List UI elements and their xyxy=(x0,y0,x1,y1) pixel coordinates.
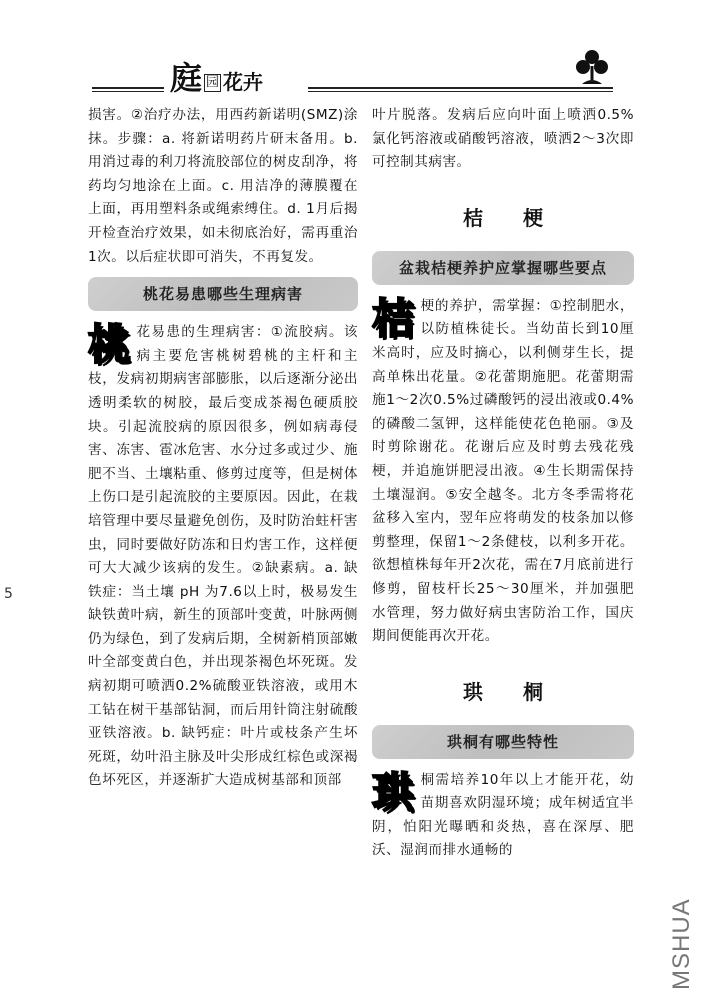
title-big-char: 庭 xyxy=(170,59,203,97)
intro-paragraph: 损害。②治疗办法，用西药新诺明(SMZ)涂抹。步骤：a. 将新诺明药片研末备用。b. 用消过毒的利刀将流胶部位的树皮刮净，将药均匀地涂在上面。c. 用洁净的薄膜覆在上面，再用塑料条或绳索缚住。d. 1月后揭开检查治疗效果，如未彻底治好，需再重治1次。以后症状即可消失，不再复发。 xyxy=(88,107,358,265)
section-heading-balloonflower: 盆栽桔梗养护应掌握哪些要点 xyxy=(372,251,634,285)
title-rest: 花卉 xyxy=(223,70,264,94)
page-header xyxy=(90,60,630,100)
header-rule-left xyxy=(92,87,164,92)
clover-icon xyxy=(574,48,610,88)
category-title-dovetree: 珙桐 xyxy=(463,679,583,704)
right-column xyxy=(372,104,634,863)
article-body: 桐需培养10年以上才能开花，幼苗期喜欢阴湿环境；成年树适宜半阴，怕阳光曝晒和炎热，喜在深厚、肥沃、湿润而排水通畅的 xyxy=(372,771,634,859)
article-balloonflower xyxy=(372,295,634,649)
watermark: MSHUA xyxy=(668,898,695,990)
page-number: 5 xyxy=(4,586,13,602)
dropcap: 珙 xyxy=(372,767,415,817)
article-dovetree xyxy=(372,769,634,863)
title-boxed-char: 园 xyxy=(206,75,220,90)
column-title xyxy=(170,59,264,97)
article-peach xyxy=(88,321,358,793)
section-heading-dovetree: 珙桐有哪些特性 xyxy=(372,725,634,759)
article-body: 梗的养护，需掌握：①控制肥水，以防植株徒长。当幼苗长到10厘米高时，应及时摘心，以利侧芽生长，提高单株出花量。②花蕾期施肥。花蕾期需施1～2次0.5%过磷酸钙的浸出液或0.4%的磷酸二氢钾，这样能使花色艳丽。③及时剪除谢花。花谢后应及时剪去残花残梗，并追施饼肥浸出液。④生长期需保持土壤湿润。⑤安全越冬。北方冬季需将花盆移入室内，翌年应将萌发的枝条加以修剪整理，保留1～2条健枝，以利多开花。欲想植株每年开2次花，需在7月底前进行修剪，留枝杆长25～30厘米，并加强肥水管理，努力做好病虫害防治工作，国庆期间便能再次开花。 xyxy=(372,297,634,645)
dropcap: 桔 xyxy=(372,293,415,343)
header-rule-right xyxy=(308,87,613,92)
article-body: 花易患的生理病害：①流胶病。该病主要危害桃树碧桃的主杆和主枝，发病初期病害部膨胀，以后逐渐分泌出透明柔软的树胶，最后变成茶褐色硬质胶块。引起流胶病的原因很多，例如病毒侵害、冻害、雹冰危害、水分过多或过少、施肥不当、土壤粘重、修剪过度等，但是树体上伤口是引起流胶的主要原因。因此，在栽培管理中要尽量避免创伤，及时防治蛀杆害虫，同时要做好防冻和日灼害工作，这样便可大大减少该病的发生。②缺素病。a. 缺铁症：当土壤 pH 为7.6以上时，极易发生缺铁黄叶病，新生的顶部叶变黄，叶脉两侧仍为绿色，到了发病后期，全树新梢顶部嫩叶全部变黄白色，并出现茶褐色坏死斑。发病初期可喷洒0.2%硫酸亚铁溶液，或用木工钻在树干基部钻洞，而后用针筒注射硫酸亚铁溶液。b. 缺钙症：叶片或枝条产生坏死斑，幼叶沿主脉及叶尖形成红棕色或深褐色坏死区，并逐渐扩大造成树基部和顶部 xyxy=(88,324,358,789)
continuation-paragraph: 叶片脱落。发病后应向叶面上喷洒0.5%氯化钙溶液或硝酸钙溶液，喷洒2～3次即可控制其病害。 xyxy=(372,107,634,171)
category-title-balloonflower: 桔梗 xyxy=(463,205,583,230)
left-column xyxy=(88,104,358,793)
section-heading-peach: 桃花易患哪些生理病害 xyxy=(88,277,358,311)
dropcap: 桃 xyxy=(88,320,131,370)
